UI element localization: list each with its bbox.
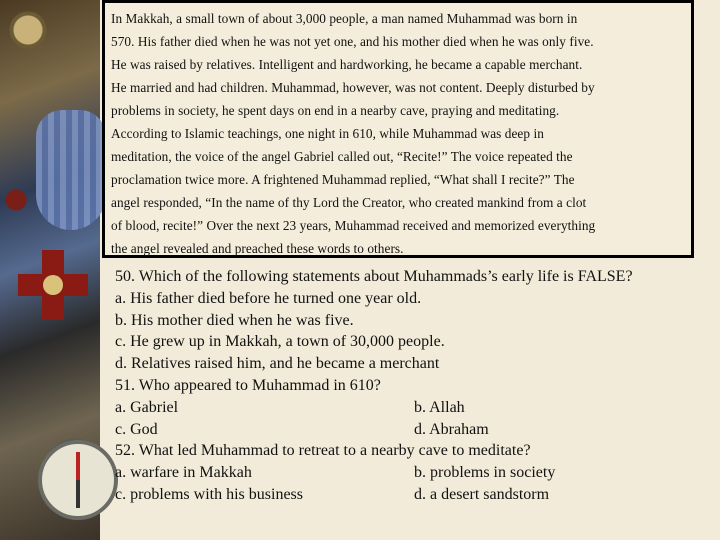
question-50-option-a: a. His father died before he turned one year old. (115, 289, 422, 307)
question-52-row-2 (115, 484, 715, 506)
compass-icon (38, 440, 118, 520)
medal-compass-collage-icon (0, 0, 100, 540)
question-50-prompt: 50. Which of the following statements about Muhammads’s early life is FALSE? (115, 268, 633, 285)
question-51-prompt: 51. Who appeared to Muhammad in 610? (115, 376, 381, 394)
question-51-option-d: d. Abraham (414, 420, 489, 438)
passage-line: problems in society, he spent days on end in a nearby cave, praying and meditating. (111, 103, 560, 118)
question-52-option-a: a. warfare in Makkah (115, 464, 252, 482)
passage-line: of blood, recite!” Over the next 23 years, Muhammad received and memorized everything (111, 218, 596, 233)
question-51-option-c: c. God (115, 420, 158, 438)
question-50-option-d: d. Relatives raised him, and he became a merchant (115, 355, 440, 373)
question-50-option-c: c. He grew up in Makkah, a town of 30,000 people. (115, 333, 445, 351)
passage-line: the angel revealed and preached these words to others. (111, 241, 404, 256)
passage-line: He married and had children. Muhammad, however, was not content. Deeply disturbed by (111, 80, 595, 95)
medal-cross-icon (18, 250, 88, 320)
passage-line: angel responded, “In the name of thy Lord the Creator, who created mankind from a clot (111, 195, 587, 210)
question-list (115, 266, 715, 506)
passage-line: proclamation twice more. A frightened Muhammad replied, “What shall I recite?” The (111, 172, 575, 187)
question-52-option-d: d. a desert sandstorm (414, 485, 550, 503)
question-51-row-2 (115, 419, 715, 441)
question-52-prompt: 52. What led Muhammad to retreat to a nearby cave to meditate? (115, 442, 531, 460)
question-51-option-b: b. Allah (414, 398, 465, 416)
passage-line: meditation, the voice of the angel Gabriel called out, “Recite!” The voice repeated the (111, 149, 573, 164)
question-51-row-1 (115, 397, 715, 419)
question-52-row-1 (115, 462, 715, 484)
question-50-option-b: b. His mother died when he was five. (115, 311, 354, 329)
passage-line: 570. His father died when he was not yet one, and his mother died when he was only five. (111, 34, 594, 49)
ribbon-icon (36, 110, 106, 230)
passage-line: In Makkah, a small town of about 3,000 people, a man named Muhammad was born in (111, 11, 578, 26)
question-51-option-a: a. Gabriel (115, 398, 179, 416)
question-52-option-c: c. problems with his business (115, 485, 303, 503)
reading-passage (102, 0, 694, 258)
question-52-option-b: b. problems in society (414, 464, 556, 482)
passage-line: According to Islamic teachings, one night in 610, while Muhammad was deep in (111, 126, 544, 141)
passage-line: He was raised by relatives. Intelligent and hardworking, he became a capable merchant. (111, 57, 583, 72)
